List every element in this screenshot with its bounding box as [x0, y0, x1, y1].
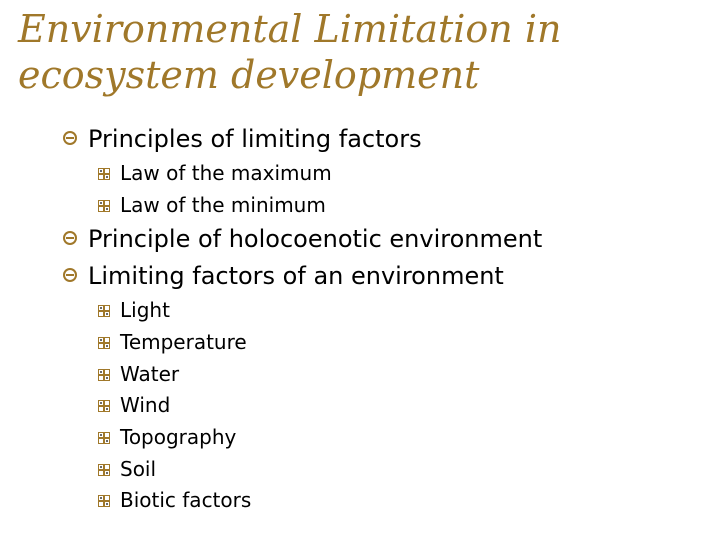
square-bullet-icon [98, 337, 110, 349]
circle-bullet-icon [63, 268, 77, 282]
list-item-temperature: Temperature [120, 330, 247, 354]
square-bullet-icon [98, 168, 110, 180]
list-item-law-minimum: Law of the minimum [120, 193, 326, 217]
list-item-soil: Soil [120, 457, 157, 481]
square-bullet-icon [98, 369, 110, 381]
square-bullet-icon [98, 432, 110, 444]
list-item-biotic-factors: Biotic factors [120, 488, 252, 512]
slide-title-line-2: ecosystem development [18, 53, 480, 97]
circle-bullet-icon [63, 131, 77, 145]
list-item-wind: Wind [120, 393, 171, 417]
list-item-topography: Topography [120, 425, 237, 449]
list-item-holocoenotic: Principle of holocoenotic environment [88, 225, 543, 253]
list-item-law-maximum: Law of the maximum [120, 161, 332, 185]
square-bullet-icon [98, 464, 110, 476]
square-bullet-icon [98, 495, 110, 507]
square-bullet-icon [98, 400, 110, 412]
square-bullet-icon [98, 305, 110, 317]
circle-bullet-icon [63, 231, 77, 245]
list-item-light: Light [120, 298, 170, 322]
slide-title-line-1: Environmental Limitation in [18, 7, 562, 51]
list-item-principles: Principles of limiting factors [88, 125, 422, 153]
list-item-water: Water [120, 362, 180, 386]
square-bullet-icon [98, 200, 110, 212]
list-item-limiting-factors: Limiting factors of an environment [88, 262, 504, 290]
